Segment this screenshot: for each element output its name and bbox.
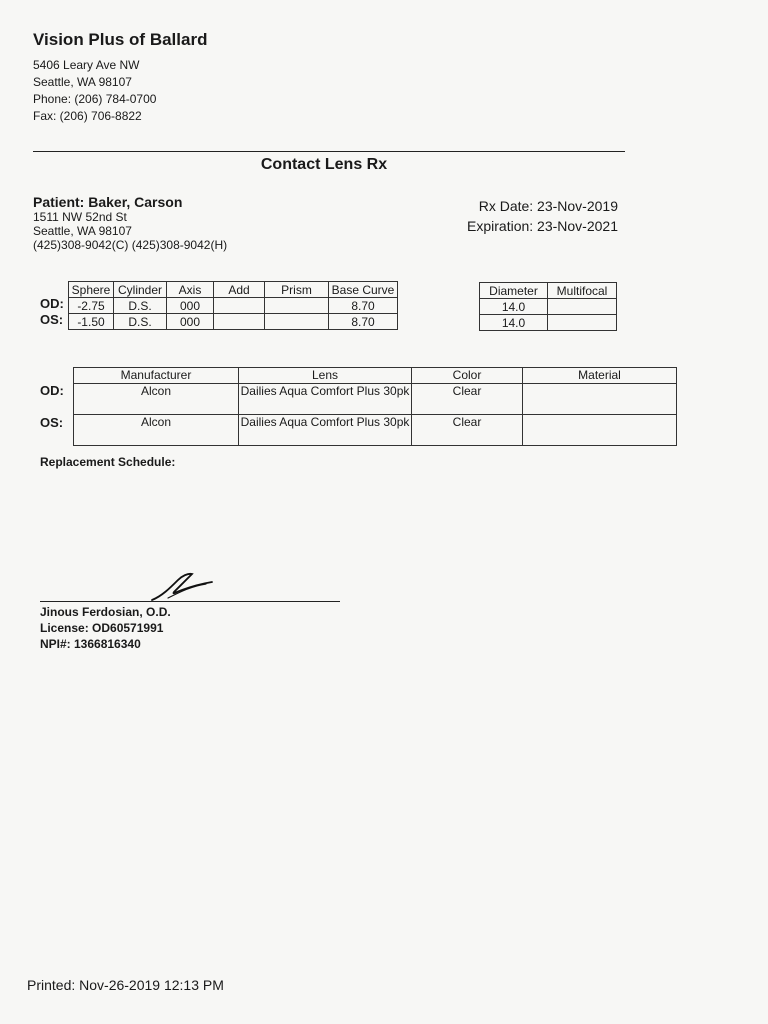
col-header-axis: Axis — [167, 282, 214, 298]
od-color: Clear — [412, 384, 523, 415]
table-header-row — [480, 283, 617, 299]
rx-dates — [440, 196, 618, 236]
diameter-table — [479, 282, 617, 331]
doctor-name: Jinous Ferdosian, O.D. — [40, 605, 171, 619]
lens-eye-label-od: OD: — [40, 383, 64, 398]
col-header-base-curve: Base Curve — [329, 282, 398, 298]
os-sphere: -1.50 — [69, 314, 114, 330]
rx-eye-labels — [40, 296, 64, 328]
signature-line — [40, 601, 340, 602]
col-header-manufacturer: Manufacturer — [74, 368, 239, 384]
os-prism — [265, 314, 329, 330]
rx-date: Rx Date: 23-Nov-2019 — [478, 198, 618, 214]
od-sphere: -2.75 — [69, 298, 114, 314]
table-row — [74, 384, 677, 415]
practice-fax: Fax: (206) 706-8822 — [33, 109, 142, 123]
col-header-add: Add — [214, 282, 265, 298]
document-title: Contact Lens Rx — [260, 156, 388, 173]
table-row — [74, 415, 677, 446]
os-lens: Dailies Aqua Comfort Plus 30pk — [239, 415, 412, 446]
od-diameter: 14.0 — [480, 299, 548, 315]
prescription-table — [68, 281, 398, 330]
os-manufacturer: Alcon — [74, 415, 239, 446]
doctor-npi: NPI#: 1366816340 — [40, 637, 141, 651]
doctor-info — [40, 604, 171, 652]
patient-address-line1: 1511 NW 52nd St — [33, 210, 127, 224]
patient-address-line2: Seattle, WA 98107 — [33, 224, 132, 238]
patient-info — [33, 210, 227, 252]
table-row — [69, 298, 398, 314]
practice-address-line2: Seattle, WA 98107 — [33, 75, 132, 89]
rx-eye-label-os: OS: — [40, 312, 64, 327]
od-material — [523, 384, 677, 415]
patient-phones: (425)308-9042(C) (425)308-9042(H) — [33, 238, 228, 252]
od-multifocal — [548, 299, 617, 315]
col-header-color: Color — [412, 368, 523, 384]
od-manufacturer: Alcon — [74, 384, 239, 415]
table-row — [480, 299, 617, 315]
os-multifocal — [548, 315, 617, 331]
col-header-material: Material — [523, 368, 677, 384]
os-axis: 000 — [167, 314, 214, 330]
col-header-lens: Lens — [239, 368, 412, 384]
practice-name: Vision Plus of Ballard — [33, 30, 208, 49]
patient-name: Patient: Baker, Carson — [33, 194, 183, 210]
doctor-license: License: OD60571991 — [40, 621, 164, 635]
replacement-schedule-label: Replacement Schedule: — [40, 455, 176, 469]
rx-expiration: Expiration: 23-Nov-2021 — [467, 218, 618, 234]
lens-eye-label-os: OS: — [40, 415, 64, 430]
os-add — [214, 314, 265, 330]
rx-eye-label-od: OD: — [40, 296, 64, 311]
signature-image — [148, 570, 220, 604]
printed-timestamp: Printed: Nov-26-2019 12:13 PM — [27, 977, 224, 993]
header-divider — [33, 151, 625, 152]
practice-address-line1: 5406 Leary Ave NW — [33, 58, 140, 72]
od-cylinder: D.S. — [114, 298, 167, 314]
practice-phone: Phone: (206) 784-0700 — [33, 92, 157, 106]
os-base-curve: 8.70 — [329, 314, 398, 330]
col-header-multifocal: Multifocal — [548, 283, 617, 299]
col-header-cylinder: Cylinder — [114, 282, 167, 298]
col-header-diameter: Diameter — [480, 283, 548, 299]
table-header-row — [69, 282, 398, 298]
col-header-prism: Prism — [265, 282, 329, 298]
table-row — [480, 315, 617, 331]
os-material — [523, 415, 677, 446]
od-base-curve: 8.70 — [329, 298, 398, 314]
od-axis: 000 — [167, 298, 214, 314]
practice-address — [33, 57, 156, 125]
lens-table — [73, 367, 677, 446]
table-row — [69, 314, 398, 330]
od-add — [214, 298, 265, 314]
od-lens: Dailies Aqua Comfort Plus 30pk — [239, 384, 412, 415]
os-cylinder: D.S. — [114, 314, 167, 330]
os-color: Clear — [412, 415, 523, 446]
od-prism — [265, 298, 329, 314]
col-header-sphere: Sphere — [69, 282, 114, 298]
table-header-row — [74, 368, 677, 384]
os-diameter: 14.0 — [480, 315, 548, 331]
